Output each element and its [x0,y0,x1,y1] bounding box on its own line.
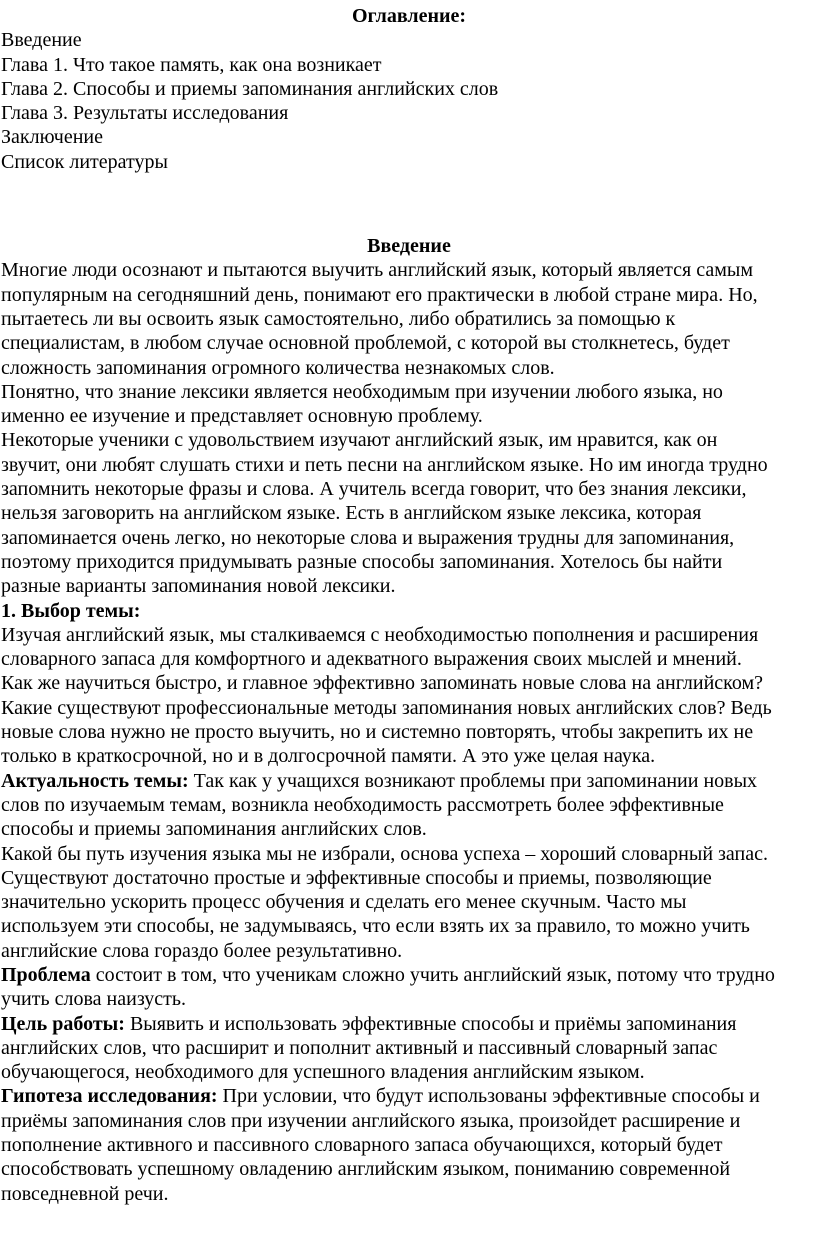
text-line: обучающегося, необходимого для успешного владения английским языком. [1,1061,645,1084]
text-line: пополнение активного и пассивного словарного запаса обучающихся, который будет [1,1134,723,1157]
problem-paragraph [1,963,816,1012]
topic-heading: 1. Выбор темы: [1,599,141,622]
text-line [1,1084,816,1108]
goal-text: Выявить и использовать эффективные способы и приёмы запоминания [124,1012,737,1035]
topic-paragraph-2 [1,842,816,963]
hypothesis-label: Гипотеза исследования: [1,1085,218,1108]
toc-item: Введение [1,29,82,52]
text-line: Какие существуют профессиональные методы запоминания новых английских слов? Ведь [1,696,772,719]
text-line: Многие люди осознают и пытаются выучить английский язык, который является самым [1,259,753,282]
hypothesis-paragraph [1,1084,816,1205]
text-line: Некоторые ученики с удовольствием изучают английский язык, им нравится, как он [1,429,718,452]
text-line: Понятно, что знание лексики является необходимым при изучении любого языка, но [1,380,723,403]
toc-item: Заключение [1,126,103,149]
toc-item: Глава 3. Результаты исследования [1,102,289,125]
text-line: популярным на сегодняшний день, понимают его практически в любой стране мира. Но, [1,283,758,306]
text-line: поэтому приходится придумывать разные способы запоминания. Хотелось бы найти [1,550,723,573]
text-line: нельзя заговорить на английском языке. Есть в английском языке лексика, которая [1,502,702,525]
toc-item: Список литературы [1,150,168,173]
text-line: английских слов, что расширит и пополнит активный и пассивный словарный запас [1,1036,718,1059]
problem-label: Проблема [1,963,91,986]
intro-paragraph-2 [1,380,816,429]
text-line: специалистам, в любом случае основной проблемой, с которой вы столкнетесь, будет [1,332,730,355]
text-line: повседневной речи. [1,1182,169,1205]
text-line: используем эти способы, не задумываясь, что если взять их за правило, то можно учить [1,915,750,938]
text-line: слов по изучаемым темам, возникла необходимость рассмотреть более эффективные [1,793,724,816]
goal-paragraph [1,1012,816,1085]
text-line: именно ее изучение и представляет основную проблему. [1,405,483,428]
text-line: приёмы запоминания слов при изучении английского языка, произойдет расширение и [1,1109,741,1132]
intro-paragraph-3 [1,428,816,598]
toc-item: Глава 1. Что такое память, как она возникает [1,53,382,76]
text-line: звучит, они любят слушать стихи и петь песни на английском языке. Но им иногда трудно [1,453,768,476]
text-line: значительно ускорить процесс обучения и сделать его менее скучным. Часто мы [1,891,687,914]
text-line: запоминается очень легко, но некоторые слова и выражения трудны для запоминания, [1,526,735,549]
toc-list [1,28,816,174]
text-line: Изучая английский язык, мы сталкиваемся с необходимостью пополнения и расширения [1,623,759,646]
relevance-label: Актуальность темы: [1,769,189,792]
intro-title: Введение [367,235,451,258]
text-line: способствовать успешному овладению английским языком, пониманию современной [1,1158,731,1181]
intro-paragraph-1 [1,258,816,379]
text-line: способы и приемы запоминания английских слов. [1,818,427,841]
toc-title: Оглавление: [351,5,467,27]
hypothesis-text: При условии, что будут использованы эффективные способы и [217,1085,760,1108]
text-line: запомнить некоторые фразы и слова. А учитель всегда говорит, что без знания лексики, [1,478,747,501]
text-line: Как же научиться быстро, и главное эффективно запоминать новые слова на английском? [1,672,764,695]
text-line [1,1012,816,1036]
text-line: пытаетесь ли вы освоить язык самостоятельно, либо обратились за помощью к [1,307,676,330]
text-line: разные варианты запоминания новой лексики. [1,575,396,598]
topic-paragraph-1 [1,623,816,769]
text-line [1,769,816,793]
text-line: только в краткосрочной, но и в долгосрочной памяти. А это уже целая наука. [1,745,656,768]
text-line: новые слова нужно не просто выучить, но и системно повторять, чтобы закрепить их не [1,721,754,744]
goal-label: Цель работы: [1,1012,125,1035]
text-line: словарного запаса для комфортного и адекватного выражения своих мыслей и мнений. [1,648,742,671]
text-line: английские слова гораздо более результативно. [1,939,403,962]
problem-text: состоит в том, что ученикам сложно учить английский язык, потому что трудно [90,963,775,986]
text-line [1,963,816,987]
text-line: сложность запоминания огромного количества незнакомых слов. [1,356,555,379]
relevance-paragraph [1,769,816,842]
text-line: Существуют достаточно простые и эффективные способы и приемы, позволяющие [1,866,712,889]
text-line: учить слова наизусть. [1,988,187,1011]
relevance-text: Так как у учащихся возникают проблемы при запоминании новых [188,769,758,792]
toc-item: Глава 2. Способы и приемы запоминания английских слов [1,77,499,100]
text-line: Какой бы путь изучения языка мы не избрали, основа успеха – хороший словарный запас. [1,842,768,865]
